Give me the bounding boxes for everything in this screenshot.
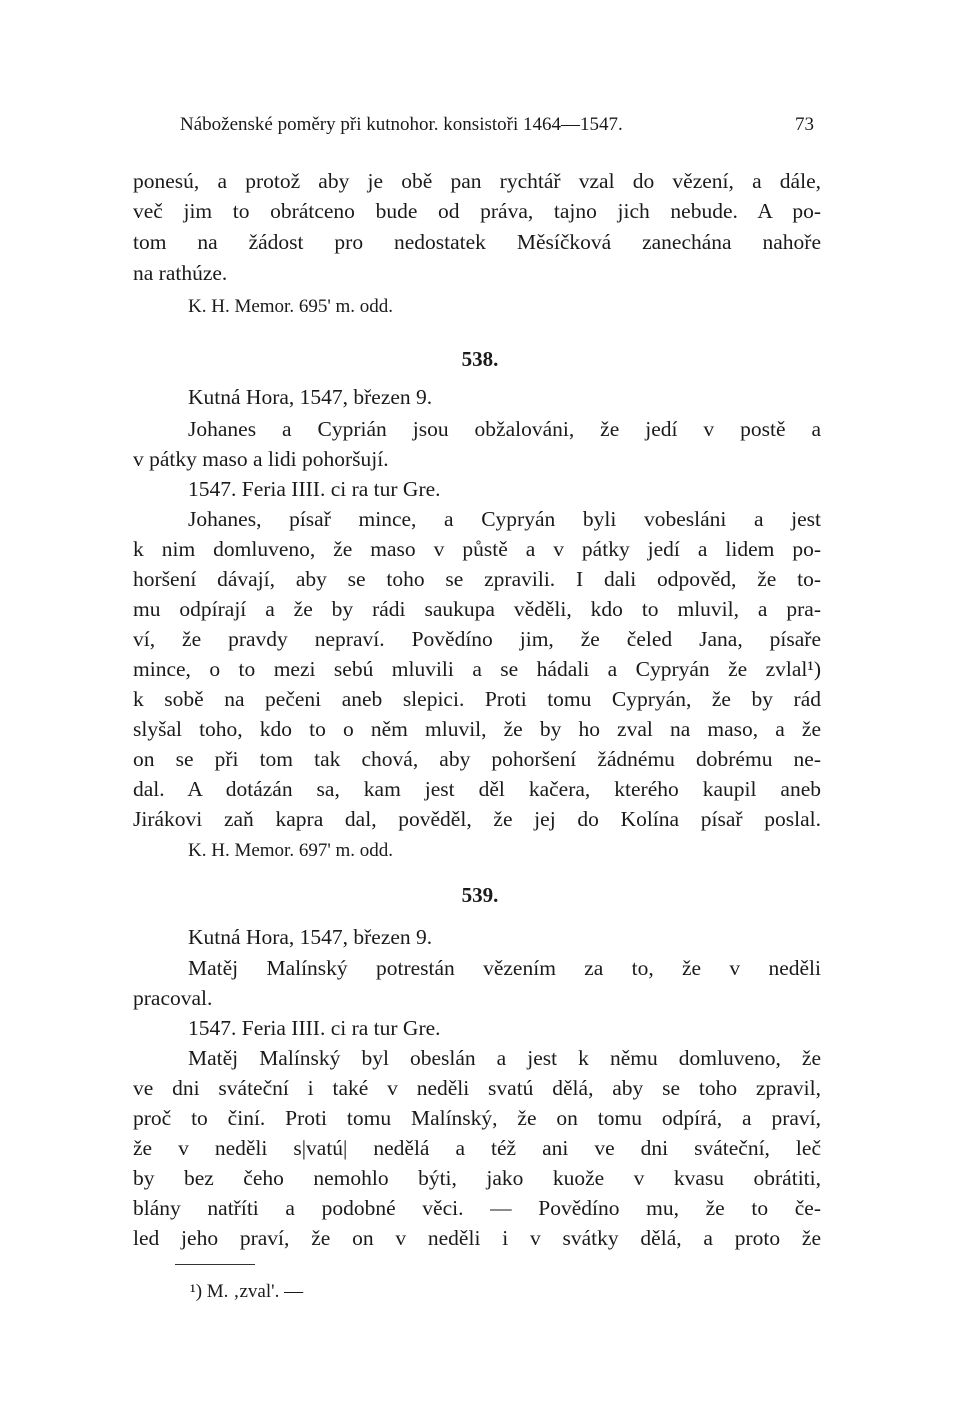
entry-summary-line: Johanes a Cyprián jsou obžalováni, že jedí v postě a <box>188 417 821 441</box>
body-line: mu odpírají a že by rádi saukupa věděli, kdo to mluvil, a pra- <box>133 597 821 621</box>
entry-place-date: Kutná Hora, 1547, březen 9. <box>188 385 433 409</box>
entry-place-date: Kutná Hora, 1547, březen 9. <box>188 925 433 949</box>
body-line: led jeho praví, že on v neděli i v svátky dělá, a proto že <box>133 1226 821 1250</box>
text-line: tom na žádost pro nedostatek Měsíčková zanechána nahoře <box>133 230 821 254</box>
entry-number: 538. <box>461 347 499 371</box>
body-line: k nim domluveno, že maso v půstě a v pátky jedí a lidem po- <box>133 537 821 561</box>
text-line: na rathúze. <box>133 261 228 285</box>
body-line: ve dni sváteční i také v neděli svatú dělá, aby se toho zpravil, <box>133 1076 821 1100</box>
body-line: slyšal toho, kdo to o něm mluvil, že by ho zval na maso, a že <box>133 717 821 741</box>
source-citation: K. H. Memor. 695' m. odd. <box>188 296 394 317</box>
text-line: več jim to obrátceno bude od práva, tajno jich nebude. A po- <box>133 199 821 223</box>
running-header-title: Náboženské poměry při kutnohor. konsistoři 1464—1547. <box>180 114 623 135</box>
body-line: ví, že pravdy nepraví. Povědíno jim, že čeled Jana, písaře <box>133 627 821 651</box>
body-line: k sobě na pečeni aneb slepici. Proti tomu Cypryán, že by rád <box>133 687 821 711</box>
entry-summary-line: v pátky maso a lidi pohoršují. <box>133 447 389 471</box>
footnote: ¹) M. ‚zval'. — <box>190 1281 304 1302</box>
page-number: 73 <box>795 114 814 135</box>
body-line: blány natříti a podobné věci. — Povědíno mu, že to če- <box>133 1196 821 1220</box>
body-line: Matěj Malínský byl obeslán a jest k němu domluveno, že <box>188 1046 821 1070</box>
entry-summary-line: pracoval. <box>133 986 213 1010</box>
entry-number: 539. <box>461 883 499 907</box>
running-header <box>180 110 814 140</box>
entry-summary-line: Matěj Malínský potrestán vězením za to, že v neděli <box>188 956 821 980</box>
entry-dateline: 1547. Feria IIII. ci ra tur Gre. <box>188 477 441 501</box>
body-line: že v neděli s|vatú| nedělá a též ani ve dni sváteční, leč <box>133 1136 821 1160</box>
body-line: Johanes, písař mince, a Cypryán byli vobesláni a jest <box>188 507 821 531</box>
entry-dateline: 1547. Feria IIII. ci ra tur Gre. <box>188 1016 441 1040</box>
body-line: mince, o to mezi sebú mluvili a se hádali a Cypryán že zvlal¹) <box>133 657 821 681</box>
body-line: on se při tom tak chová, aby pohoršení žádnému dobrému ne- <box>133 747 821 771</box>
text-line: ponesú, a protož aby je obě pan rychtář vzal do vězení, a dále, <box>133 169 821 193</box>
body-line: horšení dávají, aby se toho se zpravili. I dali odpověd, že to- <box>133 567 821 591</box>
body-line: by bez čeho nemohlo býti, jako kuože v kvasu obrátiti, <box>133 1166 821 1190</box>
source-citation: K. H. Memor. 697' m. odd. <box>188 840 394 861</box>
body-line: Jirákovi zaň kapra dal, pověděl, že jej do Kolína písař poslal. <box>133 807 821 831</box>
footnote-rule <box>175 1264 255 1265</box>
body-line: dal. A dotázán sa, kam jest děl kačera, kterého kaupil aneb <box>133 777 821 801</box>
body-line: proč to činí. Proti tomu Malínský, že on tomu odpírá, a praví, <box>133 1106 821 1130</box>
